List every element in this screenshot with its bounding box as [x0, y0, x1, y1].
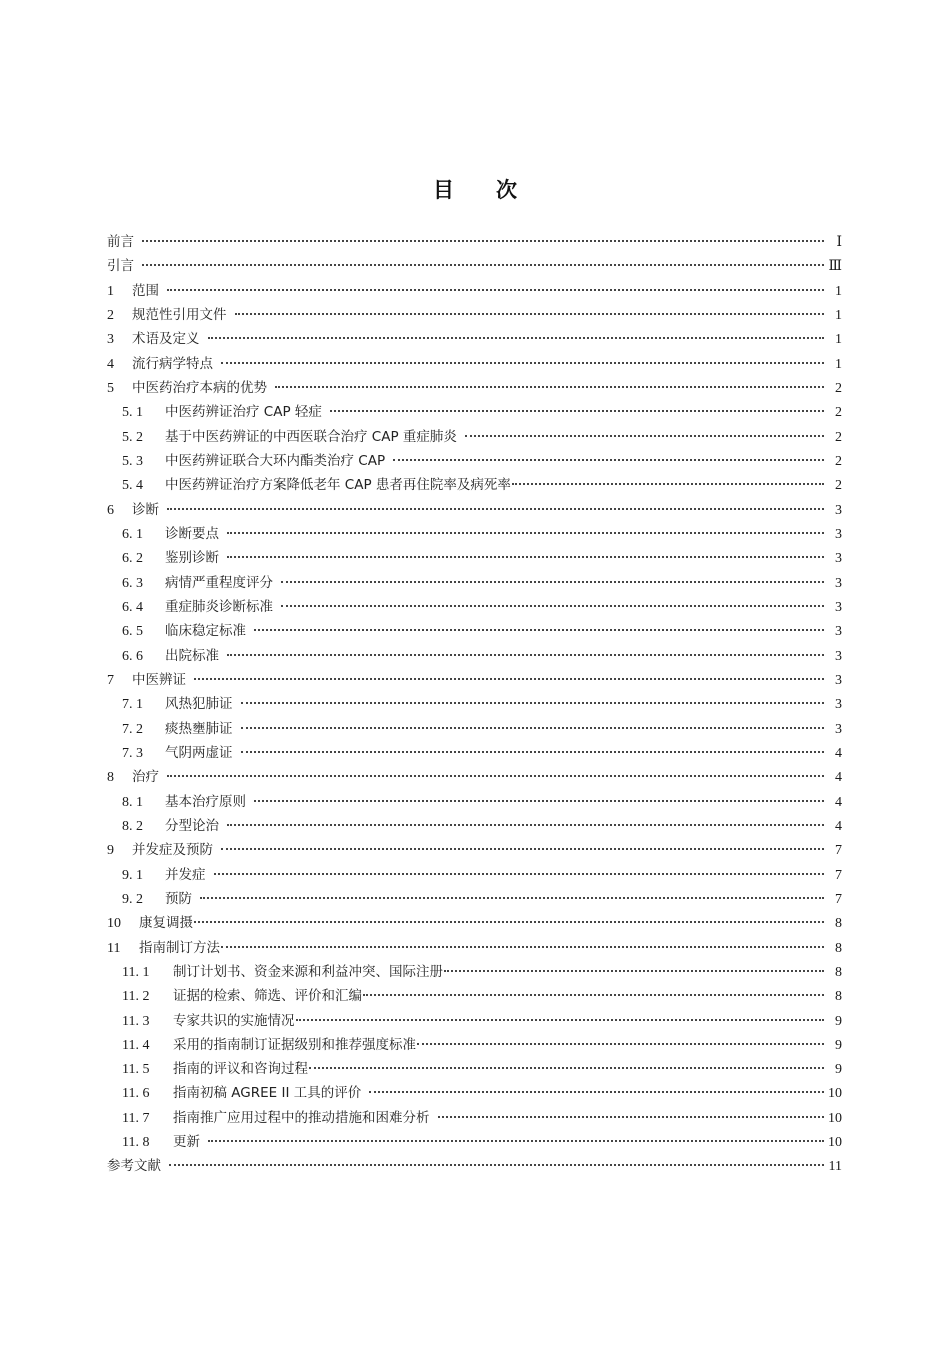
- dot-leader: [227, 556, 824, 558]
- page-title-char-1: 目: [433, 178, 454, 202]
- toc-entry-label: 基本治疗原则: [165, 793, 246, 810]
- toc-entry-number: 6. 3: [122, 575, 143, 591]
- toc-entry-number: 7. 1: [122, 697, 143, 713]
- toc-entry-label: 指南制订方法: [139, 939, 220, 956]
- toc-entry[interactable]: [107, 327, 842, 351]
- toc-entry-label: 更新: [173, 1134, 200, 1151]
- toc-entry-page-number: 7: [835, 891, 842, 907]
- dot-leader: [214, 873, 825, 875]
- toc-entry-number: 8. 2: [122, 818, 143, 834]
- toc-entry-page-number: 3: [835, 672, 842, 688]
- dot-leader: [241, 727, 825, 729]
- toc-entry-page-number: 2: [835, 405, 842, 421]
- toc-entry-number: 11. 8: [122, 1135, 150, 1151]
- toc-entry-label: 鉴别诊断: [165, 550, 219, 567]
- toc-entry-number: 9. 1: [122, 867, 143, 883]
- toc-entry-page-number: 9: [835, 1013, 842, 1029]
- toc-entry-label: 制订计划书、资金来源和利益冲突、国际注册: [173, 963, 443, 980]
- dot-leader: [221, 362, 824, 364]
- toc-entry-label: 并发症: [165, 866, 206, 883]
- toc-entry[interactable]: [107, 936, 842, 960]
- toc-entry[interactable]: [107, 790, 842, 814]
- toc-entry-label: 中医药辨证治疗 CAP 轻症: [165, 404, 322, 421]
- page-title-char-2: 次: [496, 178, 517, 202]
- toc-entry-page-number: Ⅰ: [836, 235, 842, 250]
- toc-entry-number: 11: [107, 940, 121, 956]
- toc-entry[interactable]: [107, 546, 842, 570]
- dot-leader: [241, 702, 825, 704]
- toc-entry-label: 参考文献: [107, 1158, 161, 1175]
- toc-entry[interactable]: [107, 863, 842, 887]
- toc-entry-page-number: 10: [828, 1110, 842, 1126]
- toc-entry-page-number: 8: [835, 964, 842, 980]
- dot-leader: [235, 313, 825, 315]
- toc-entry-page-number: 2: [835, 380, 842, 396]
- dot-leader: [208, 337, 825, 339]
- toc-entry[interactable]: [107, 838, 842, 862]
- toc-entry[interactable]: [107, 887, 842, 911]
- toc-entry[interactable]: [107, 1081, 842, 1105]
- toc-entry-label: 引言: [107, 258, 134, 275]
- dot-leader: [369, 1091, 824, 1093]
- toc-entry-number: 4: [107, 356, 114, 372]
- toc-entry-label: 中医药辨证治疗方案降低老年 CAP 患者再住院率及病死率: [165, 477, 511, 494]
- toc-entry-number: 11. 7: [122, 1110, 150, 1126]
- toc-entry[interactable]: [107, 960, 842, 984]
- toc-entry-label: 专家共识的实施情况: [173, 1012, 295, 1029]
- toc-entry-number: 6. 5: [122, 624, 143, 640]
- toc-entry-number: 11. 3: [122, 1013, 150, 1029]
- dot-leader: [393, 459, 824, 461]
- toc-entry-page-number: 4: [835, 745, 842, 761]
- toc-entry-page-number: 9: [835, 1062, 842, 1078]
- toc-entry[interactable]: [107, 595, 842, 619]
- toc-entry-page-number: 3: [835, 624, 842, 640]
- toc-entry-number: 6. 6: [122, 648, 143, 664]
- toc-entry-label: 术语及定义: [132, 331, 200, 348]
- toc-entry-label: 并发症及预防: [132, 842, 213, 859]
- toc-entry-label: 范围: [132, 282, 159, 299]
- toc-entry[interactable]: [107, 449, 842, 473]
- dot-leader: [438, 1116, 825, 1118]
- toc-entry[interactable]: [107, 230, 842, 254]
- toc-entry[interactable]: [107, 473, 842, 497]
- toc-entry[interactable]: [107, 814, 842, 838]
- toc-entry-label: 治疗: [132, 769, 159, 786]
- toc-entry-page-number: 3: [835, 599, 842, 615]
- toc-entry-page-number: 7: [835, 867, 842, 883]
- toc-entry-label: 前言: [107, 234, 134, 250]
- toc-entry[interactable]: [107, 400, 842, 424]
- toc-entry-label: 痰热壅肺证: [165, 720, 233, 737]
- dot-leader: [142, 264, 824, 266]
- dot-leader: [167, 508, 824, 510]
- toc-entry-number: 11. 6: [122, 1086, 150, 1102]
- toc-entry-number: 9. 2: [122, 891, 143, 907]
- toc-entry-page-number: 9: [835, 1037, 842, 1053]
- toc-entry[interactable]: [107, 717, 842, 741]
- toc-entry[interactable]: [107, 644, 842, 668]
- toc-entry-number: 11. 4: [122, 1037, 150, 1053]
- toc-entry-label: 风热犯肺证: [165, 696, 233, 713]
- toc-entry[interactable]: [107, 279, 842, 303]
- toc-entry-page-number: 8: [835, 989, 842, 1005]
- toc-entry-label: 气阴两虚证: [165, 744, 233, 761]
- toc-entry-number: 7. 2: [122, 721, 143, 737]
- dot-leader: [221, 848, 824, 850]
- toc-entry-label: 流行病学特点: [132, 355, 213, 372]
- toc-entry-page-number: 4: [835, 794, 842, 810]
- dot-leader: [417, 1043, 824, 1045]
- toc-entry-number: 11. 2: [122, 989, 150, 1005]
- toc-entry[interactable]: [107, 1130, 842, 1154]
- dot-leader: [241, 751, 825, 753]
- toc-entry-label: 重症肺炎诊断标准: [165, 598, 273, 615]
- toc-entry-label: 病情严重程度评分: [165, 574, 273, 591]
- toc-entry-page-number: 1: [835, 307, 842, 323]
- toc-entry-number: 5. 4: [122, 478, 143, 494]
- toc-entry-label: 采用的指南制订证据级别和推荐强度标准: [173, 1036, 416, 1053]
- toc-entry-page-number: 3: [835, 575, 842, 591]
- toc-entry-label: 证据的检索、筛选、评价和汇编: [173, 988, 362, 1005]
- toc-entry-label: 预防: [165, 890, 192, 907]
- toc-entry-number: 7: [107, 672, 114, 688]
- toc-entry-number: 11. 1: [122, 964, 150, 980]
- toc-entry-page-number: 2: [835, 429, 842, 445]
- toc-entry-number: 5: [107, 380, 114, 396]
- toc-entry-page-number: 3: [835, 721, 842, 737]
- toc-entry-number: 11. 5: [122, 1062, 150, 1078]
- toc-entry[interactable]: [107, 1154, 842, 1178]
- toc-entry-page-number: 2: [835, 478, 842, 494]
- toc-entry-number: 2: [107, 307, 114, 323]
- toc-entry-page-number: 1: [835, 356, 842, 372]
- toc-entry[interactable]: [107, 522, 842, 546]
- toc-entry-label: 指南的评议和咨询过程: [173, 1061, 308, 1078]
- toc-entry[interactable]: [107, 1033, 842, 1057]
- toc-entry-page-number: 7: [835, 843, 842, 859]
- dot-leader: [309, 1067, 824, 1069]
- dot-leader: [227, 532, 824, 534]
- toc-entry-label: 诊断: [132, 501, 159, 518]
- toc-entry-page-number: 3: [835, 502, 842, 518]
- dot-leader: [227, 824, 824, 826]
- dot-leader: [281, 581, 824, 583]
- dot-leader: [194, 921, 824, 923]
- dot-leader: [363, 994, 824, 996]
- toc-entry-page-number: 3: [835, 648, 842, 664]
- dot-leader: [200, 897, 824, 899]
- toc-entry-page-number: Ⅲ: [828, 259, 842, 275]
- toc-entry-number: 8. 1: [122, 794, 143, 810]
- toc-entry[interactable]: [107, 303, 842, 327]
- toc-entry[interactable]: [107, 352, 842, 376]
- toc-entry-label: 中医辨证: [132, 671, 186, 688]
- dot-leader: [194, 678, 824, 680]
- toc-entry-label: 基于中医药辨证的中西医联合治疗 CAP 重症肺炎: [165, 428, 457, 445]
- toc-entry-number: 8: [107, 770, 114, 786]
- toc-entry-number: 6: [107, 502, 114, 518]
- dot-leader: [281, 605, 824, 607]
- toc-entry-page-number: 11: [828, 1159, 842, 1175]
- toc-entry-page-number: 3: [835, 551, 842, 567]
- toc-entry[interactable]: [107, 425, 842, 449]
- toc-entry-page-number: 3: [835, 697, 842, 713]
- dot-leader: [221, 946, 824, 948]
- toc-entry-number: 6. 2: [122, 551, 143, 567]
- dot-leader: [512, 483, 824, 485]
- toc-entry[interactable]: [107, 619, 842, 643]
- toc-entry-label: 分型论治: [165, 817, 219, 834]
- toc-entry[interactable]: [107, 498, 842, 522]
- toc-entry-number: 6. 4: [122, 599, 143, 615]
- toc-entry-label: 康复调摄: [139, 915, 193, 932]
- toc-entry-page-number: 8: [835, 916, 842, 932]
- dot-leader: [330, 410, 824, 412]
- toc-entry[interactable]: [107, 741, 842, 765]
- dot-leader: [167, 289, 824, 291]
- toc-entry-label: 指南初稿 AGREE II 工具的评价: [173, 1085, 362, 1102]
- toc-entry[interactable]: [107, 376, 842, 400]
- dot-leader: [142, 240, 824, 242]
- page-title: [0, 174, 950, 204]
- toc-entry[interactable]: [107, 911, 842, 935]
- toc-entry-number: 7. 3: [122, 745, 143, 761]
- toc-entry-page-number: 1: [835, 332, 842, 348]
- toc-entry[interactable]: [107, 571, 842, 595]
- dot-leader: [296, 1019, 825, 1021]
- toc-entry[interactable]: [107, 1009, 842, 1033]
- toc-entry-label: 中医药治疗本病的优势: [132, 379, 267, 396]
- dot-leader: [465, 435, 824, 437]
- dot-leader: [444, 970, 824, 972]
- toc-entry-number: 5. 3: [122, 453, 143, 469]
- toc-entry-label: 临床稳定标准: [165, 623, 246, 640]
- toc-entry-page-number: 4: [835, 818, 842, 834]
- toc-entry-page-number: 4: [835, 770, 842, 786]
- dot-leader: [275, 386, 824, 388]
- dot-leader: [227, 654, 824, 656]
- dot-leader: [208, 1140, 824, 1142]
- toc-entry[interactable]: [107, 984, 842, 1008]
- toc-entry-number: 5. 1: [122, 405, 143, 421]
- toc-entry-label: 诊断要点: [165, 525, 219, 542]
- toc-entry-page-number: 8: [835, 940, 842, 956]
- toc-entry-page-number: 2: [835, 453, 842, 469]
- dot-leader: [167, 775, 824, 777]
- toc-entry-page-number: 10: [828, 1135, 842, 1151]
- toc-entry[interactable]: [107, 1106, 842, 1130]
- toc-entry[interactable]: [107, 254, 842, 278]
- toc-entry-page-number: 3: [835, 526, 842, 542]
- toc-entry-label: 规范性引用文件: [132, 306, 227, 323]
- toc-entry-number: 5. 2: [122, 429, 143, 445]
- toc-entry-number: 9: [107, 843, 114, 859]
- toc-entry-number: 10: [107, 916, 121, 932]
- toc-entry[interactable]: [107, 668, 842, 692]
- toc-entry-page-number: 1: [835, 283, 842, 299]
- toc-entry-label: 指南推广应用过程中的推动措施和困难分析: [173, 1109, 430, 1126]
- toc-entry[interactable]: [107, 692, 842, 716]
- dot-leader: [254, 629, 824, 631]
- dot-leader: [169, 1164, 824, 1166]
- toc-entry[interactable]: [107, 1057, 842, 1081]
- dot-leader: [254, 800, 824, 802]
- toc-entry-number: 3: [107, 332, 114, 348]
- table-of-contents: [107, 230, 842, 1179]
- toc-entry[interactable]: [107, 765, 842, 789]
- toc-entry-number: 6. 1: [122, 526, 143, 542]
- toc-entry-number: 1: [107, 283, 114, 299]
- toc-entry-label: 中医药辨证联合大环内酯类治疗 CAP: [165, 452, 386, 469]
- toc-entry-label: 出院标准: [165, 647, 219, 664]
- toc-entry-page-number: 10: [828, 1086, 842, 1102]
